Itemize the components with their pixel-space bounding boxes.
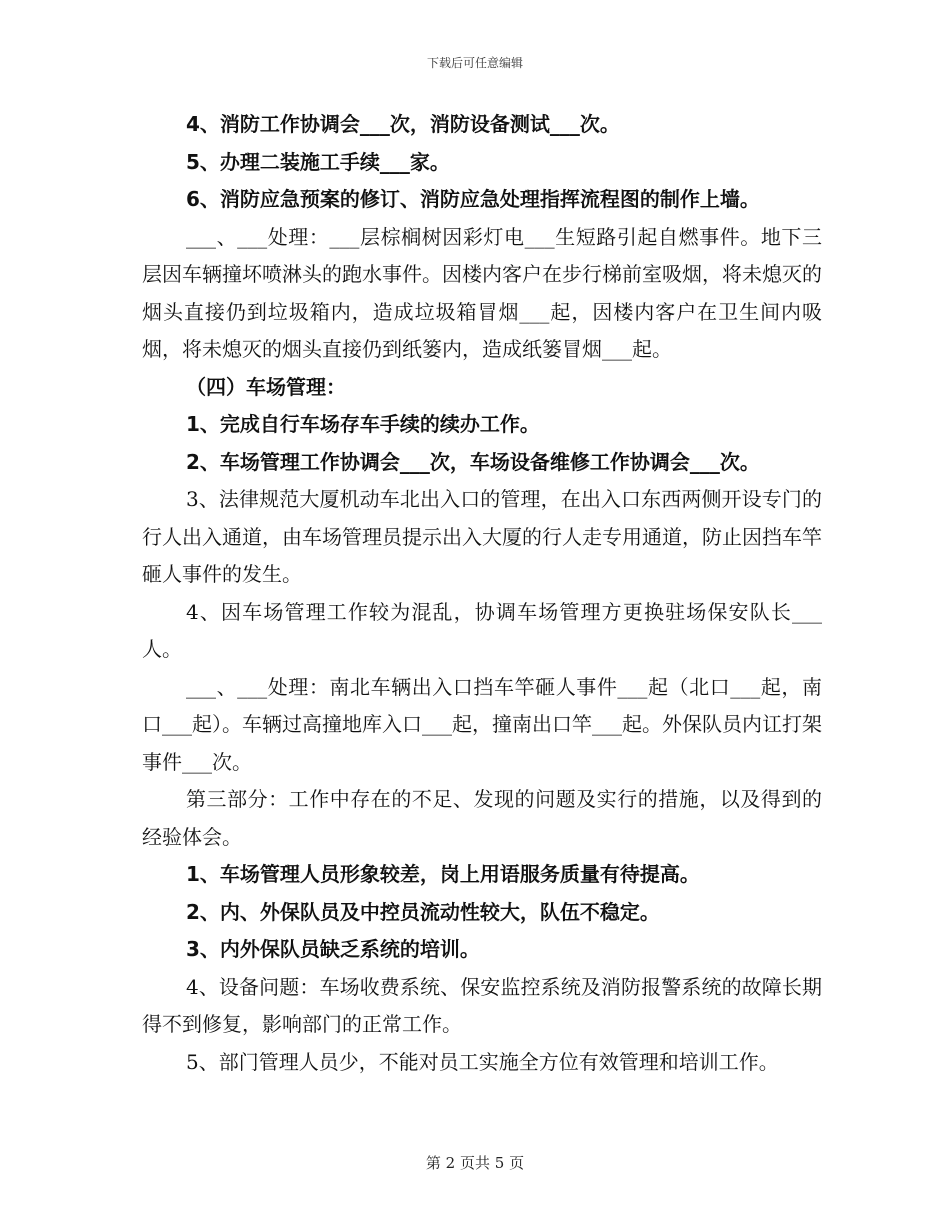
paragraph: 4、消防工作协调会___次，消防设备测试___次。: [186, 112, 620, 136]
page-footer: 第 2 页共 5 页: [425, 1154, 525, 1172]
section-heading: 第三部分：工作中存在的不足、发现的问题及实行的措施，以及得到的经验体会。: [142, 787, 822, 849]
paragraph: 6、消防应急预案的修订、消防应急处理指挥流程图的制作上墙。: [186, 187, 760, 211]
document-body: [142, 106, 822, 1081]
paragraph: 5、办理二装施工手续___家。: [186, 149, 450, 174]
paragraph: 1、车场管理人员形象较差，岗上用语服务质量有待提高。: [186, 862, 700, 886]
paragraph: 4、因车场管理工作较为混乱，协调车场管理方更换驻场保安队长___人。: [142, 599, 822, 661]
paragraph: 2、车场管理工作协调会___次，车场设备维修工作协调会___次。: [186, 449, 760, 474]
paragraph: 3、内外保队员缺乏系统的培训。: [186, 937, 480, 961]
paragraph: 4、设备问题：车场收费系统、保安监控系统及消防报警系统的故障长期得不到修复，影响部门的正常工作。: [142, 974, 822, 1036]
paragraph: 5、部门管理人员少，不能对员工实施全方位有效管理和培训工作。: [186, 1049, 779, 1074]
paragraph: 1、完成自行车场存车手续的续办工作。: [186, 412, 540, 436]
paragraph: 3、法律规范大厦机动车北出入口的管理，在出入口东西两侧开设专门的行人出入通道，由车场管理员提示出入大厦的行人走专用通道，防止因挡车竿砸人事件的发生。: [142, 487, 822, 586]
paragraph: ___、___处理：南北车辆出入口挡车竿砸人事件___起（北口___起，南口___起）。车辆过高撞地库入口___起，撞南出口竿___起。外保队员内讧打架事件___次。: [142, 674, 822, 774]
page-header: 下载后可任意编辑: [426, 56, 523, 70]
paragraph: 2、内、外保队员及中控员流动性较大，队伍不稳定。: [186, 899, 660, 924]
paragraph: ___、___处理：___层棕榈树因彩灯电___生短路引起自燃事件。地下三层因车辆撞坏喷淋头的跑水事件。因楼内客户在步行梯前室吸烟，将未熄灭的烟头直接仍到垃圾箱内，造成垃圾箱冒烟___起，因楼内客户在卫生间内吸烟，将未熄灭的烟头直接仍到纸篓内，造成纸篓冒烟___起。: [142, 224, 822, 361]
section-heading: （四）车场管理：: [186, 374, 346, 399]
